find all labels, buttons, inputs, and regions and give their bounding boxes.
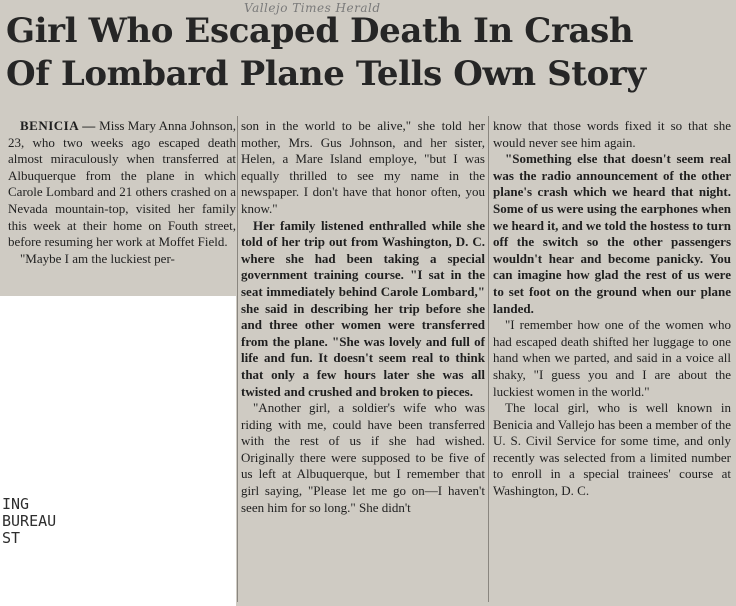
article-paragraph: "I remember how one of the women who had escaped death shifted her luggage to one hand when we parted, and said in a voice all shaky, "I guess you and I are about the luckiest women in the world." — [493, 317, 731, 399]
article-paragraph: "Something else that doesn't seem real was the radio announcement of the other plane's crash which we heard that night. Some of us were using the earphones when we heard it, and we told the hostess to turn off the switch so the other passengers wouldn't hear and become panicky. You can imagine how glad the rest of us were to set foot on the ground when our plane landed. — [493, 151, 731, 316]
article-column-1 — [8, 118, 236, 267]
column-rule-1 — [237, 116, 238, 602]
handwritten-source-note: Vallejo Times Herald — [244, 1, 381, 15]
headline-line-1: Girl Who Escaped Death In Crash — [6, 11, 634, 51]
article-paragraph: know that those words fixed it so that she would never see him again. — [493, 118, 731, 150]
paragraph-text: Miss Mary Anna Johnson, 23, who two weeks ago escaped death almost miraculously when transferred at Albuquerque from the plane in which Carole Lombard and 21 others crashed on a Nevada mountain-top, visited her family this week at their home on Fouth street, before resuming her work at Moffet Field. — [8, 118, 237, 250]
scrap-fragment-text — [2, 496, 56, 547]
article-paragraph: son in the world to be alive," she told her mother, Mrs. Gus Johnson, and her sister, Helen, a Mare Island employe, "but I was equally thrilled to see my name in the newspaper. I don't have that honor often, you know." — [241, 118, 485, 216]
scrap-line-1: ING — [2, 495, 30, 513]
scrap-line-2: BUREAU — [2, 512, 57, 530]
article-paragraph: "Another girl, a soldier's wife who was riding with me, could have been transferred with the rest of us if she had wished. Originally there were supposed to be five of us left at Albuquerque, but I remember that girl saying, "Please let me go on—I haven't seen him for so long." She didn't — [241, 400, 485, 515]
column-rule-2 — [488, 116, 489, 602]
article-paragraph: Her family listened enthralled while she told of her trip out from Washington, D. C. where she had been taking a special government training course. "I sat in the seat immediately behind Carole Lombard," she said in describing her trip before she and three other women were transferred from the plane. "She was lovely and full of life and fun. It doesn't seem real to think that only a few hours later she was all twisted and crushed and broken to pieces. — [241, 217, 485, 399]
article-column-3 — [493, 118, 731, 500]
article-column-2 — [241, 118, 485, 516]
scrap-line-3: ST — [2, 529, 21, 547]
dateline: BENICIA — — [20, 118, 96, 133]
article-paragraph: "Maybe I am the luckiest per- — [20, 250, 175, 266]
article-paragraph — [8, 118, 236, 251]
article-paragraph: The local girl, who is well known in Benicia and Vallejo has been a member of the U. S. Civil Service for some time, and only recently was selected from a limited number to enroll in a special trainees' course at Washington, D. C. — [493, 400, 732, 499]
headline — [6, 10, 732, 96]
headline-line-2: Of Lombard Plane Tells Own Story — [6, 54, 646, 94]
